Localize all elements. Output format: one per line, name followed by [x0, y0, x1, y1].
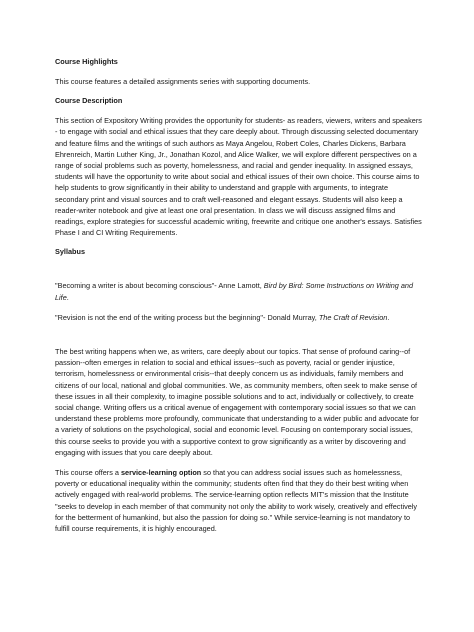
- service-learning-option-label: service-learning option: [120, 468, 202, 478]
- syllabus-heading: Syllabus: [55, 247, 86, 257]
- syllabus-paragraph-1: The best writing happens when we, as writers, care deeply about our topics. That sense of profound caring--of passion--often emerges in relation to social and ethical issues--such as poverty, racial or gender injustice, terrorism, homelessness or environmental crisis--that deeply concern us as individuals, family members and citizens of our local, national and global communities. We, as community members, often seek to make sense of these issues in all their complexity, to imagine possible solutions and to act, individually or collectively, to create social change. Writing offers us a critical avenue of engagement with contemporary social issues so that we can understand these problems more profoundly, communicate that understanding to a wider public and advocate for a variety of solutions on the psychological, social and economic level. Focusing on contemporary social issues, this course seeks to provide you with a supportive context to grow significantly as a writer by discovering and engaging with issues that you care deeply about.: [55, 347, 419, 457]
- course-description-text: This section of Expository Writing provides the opportunity for students- as readers, viewers, writers and speakers - to engage with social and ethical issues that they care deeply about. Through discussing selected documentary and feature films and the writings of such authors as Maya Angelou, Robert Coles, Charles Dickens, Barbara Ehrenreich, Martin Luther King, Jr., Jonathan Kozol, and Alice Walker, we will explore different perspectives on a range of social problems such as poverty, homelessness, and racial and gender inequality. In assigned essays, students will have the opportunity to write about social and ethical issues of their own choice. This course aims to help students to grow significantly in their ability to understand and grapple with arguments, to integrate secondary print and visual sources and to craft well-reasoned and elegant essays. Students will also keep a reader-writer notebook and give at least one oral presentation. In class we will discuss assigned films and readings, explore strategies for successful academic writing, freewrite and critique one another's essays. Satisfies Phase I and CI Writing Requirements.: [55, 116, 422, 238]
- paragraph-2-before: This course offers a: [55, 468, 121, 478]
- lamott-quote: [55, 280, 422, 302]
- murray-quote-end: .: [387, 312, 390, 322]
- murray-quote: [55, 312, 422, 323]
- lamott-quote-work: Bird by Bird: Some Instructions on Writing and Life: [55, 281, 414, 302]
- paragraph-2-after: so that you can address social issues such as homelessness, poverty or educational inequality within the community; students often find that they do their best writing when actively engaged with real-world problems. The service-learning option reflects MIT's mission that the Institute "seeks to develop in each member of that community not only the ability to work wisely, creatively and effectively for the betterment of humankind, but also the passion for doing so." While service-learning is not mandatory to fulfill course requirements, it is highly encouraged.: [55, 468, 418, 534]
- syllabus-paragraph-2: [55, 467, 422, 534]
- lamott-quote-text: "Becoming a writer is about becoming conscious"- Anne Lamott,: [55, 281, 264, 291]
- course-highlights-text: This course features a detailed assignments series with supporting documents.: [55, 77, 311, 86]
- course-description-heading: Course Description: [55, 96, 123, 106]
- lamott-quote-end: .: [66, 292, 69, 302]
- murray-quote-work: The Craft of Revision: [318, 312, 388, 322]
- murray-quote-text: "Revision is not the end of the writing process but the beginning"- Donald Murray,: [55, 312, 319, 322]
- course-highlights-heading: Course Highlights: [55, 57, 118, 66]
